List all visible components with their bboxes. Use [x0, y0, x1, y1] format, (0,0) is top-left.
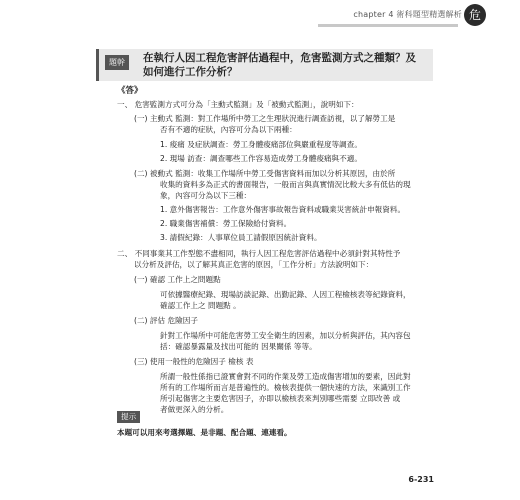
header-divider — [318, 24, 458, 27]
chapter-title: chapter 4 術科題型精選解析 — [353, 10, 462, 19]
answer-line: 所引起傷害之主要危害因子，亦即以檢核表來判別哪些需要 立即改善 或 — [160, 394, 401, 403]
tip-label: 提示 — [117, 411, 140, 423]
answer-line: (二) 評估 危險因子 — [134, 316, 198, 325]
answer-line: 象，內容可分為以下三種： — [160, 191, 252, 200]
answer-line: 括：確認暴露量及找出可能的 因果關係 等等。 — [160, 342, 317, 351]
answer-line: 否有不適的症狀，內容可分為以下兩種： — [160, 125, 297, 134]
question-box — [96, 49, 433, 81]
answer-line: (二) 被動式 監測：收集工作場所中勞工受傷害資料而加以分析其原因，由於所 — [134, 169, 396, 178]
answer-line: 1. 意外傷害報告：工作意外傷害事故報告資料或職業災害統計申報資料。 — [160, 205, 406, 214]
answer-line: 2. 現場 訪查：調查哪些工作容易造成勞工身體痠痛與不適。 — [160, 154, 362, 163]
answer-line: 以分析及評估，以了解其真正危害的原因，「工作分析」方法說明如下： — [134, 260, 374, 269]
tip-text: 本題可以用來考選擇題、是非題、配合題、連連看。 — [117, 428, 292, 437]
answer-line: 所有的工作場所而言是普遍性的。檢核表提供一個快速的方法，來識別工作 — [160, 383, 411, 392]
answer-line: 者做更深入的分析。 — [160, 405, 229, 414]
question-tag: 題幹 — [105, 55, 129, 70]
answer-line: (一) 主動式 監測：對工作場所中勞工之生理狀況進行調查訪視，以了解勞工是 — [134, 114, 396, 123]
answer-line: 收集的資料多為正式的書面報告，一般而言與真實情況比較大多有低估的現 — [160, 180, 411, 189]
answer-line: 二、 不同事業其工作型態不盡相同，執行人因工程危害評估過程中必須針對其特性予 — [117, 249, 401, 258]
answer-label: 《答》 — [117, 86, 143, 96]
answer-line: (一) 確認 工作上之問題點 — [134, 275, 221, 284]
answer-line: 確認工作上之 問題點 。 — [160, 301, 241, 310]
answer-line: 可依據醫療紀錄、現場訪談記錄、出勤記錄、人因工程檢核表等紀錄資料， — [160, 290, 411, 299]
answer-line: 1. 痠痛 及症狀調查：勞工身體痠痛部位與嚴重程度等調查。 — [160, 140, 362, 149]
answer-line: 2. 職業傷害補償：勞工保險給付資料。 — [160, 219, 292, 228]
question-text: 在執行人因工程危害評估過程中，危害監測方式之種類？及如何進行工作分析？ — [143, 52, 416, 78]
answer-line: 3. 請假紀錄：人事單位員工請假原因統計資料。 — [160, 233, 322, 242]
book-logo-icon: 危 — [464, 4, 486, 26]
answer-line: 一、 危害監測方式可分為「主動式監測」及「被動式監測」，說明如下： — [117, 100, 359, 109]
answer-line: 所謂一般性係指已證實會對不同的作業及勞工造成傷害增加的要素，因此對 — [160, 372, 411, 381]
answer-line: 針對工作場所中可能危害勞工安全衛生的因素，加以分析與評估，其內容包 — [160, 331, 411, 340]
page-header — [0, 0, 520, 46]
answer-line: (三) 使用一般性的危險因子 檢核 表 — [134, 357, 254, 366]
page-number: 6-231 — [408, 475, 434, 484]
